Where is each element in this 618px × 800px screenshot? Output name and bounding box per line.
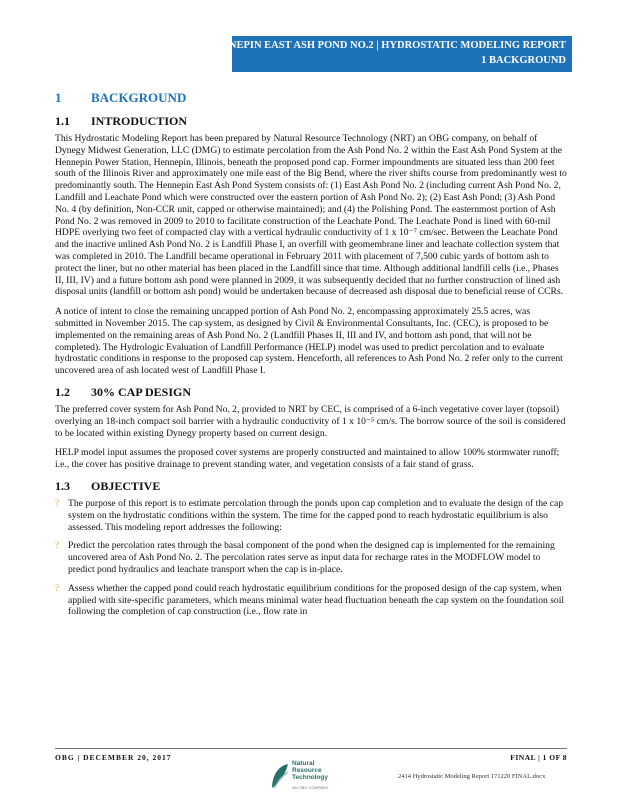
bullet-icon: ? [55,582,59,593]
footer-divider [55,748,567,749]
leaf-icon [270,762,290,790]
list-item-text: Assess whether the capped pond could reach hydrostatic equilibrium conditions for the proposed design of the cap system, when applied with site-specific parameters, which means minimal water head fluctuation beneath the cap system on the foundation soil following the completion of cap construction (i.e., flow rate in [68,582,565,618]
subsection-heading-cap-design [55,385,567,400]
list-item [55,583,567,618]
subsection-title: OBJECTIVE [91,478,161,493]
logo-line: Resource [292,767,322,774]
subsection-number: 1.3 [55,478,70,493]
subsection-number: 1.2 [55,384,70,399]
header-band [206,36,572,72]
list-item-text: The purpose of this report is to estimate percolation through the ponds upon cap completion and to evaluate the design of the cap system on the hydrostatic conditions within the system. The time for the capped pond to reach hydrostatic equilibrium is also assessed. This modeling report addresses the following: [68,497,564,533]
company-logo [270,760,350,792]
logo-subtitle: AN OBG COMPANY [292,785,329,790]
subsection-heading-objective [55,479,567,494]
subsection-number: 1.1 [55,114,70,128]
logo-line: Natural [292,760,315,767]
paragraph: A notice of intent to close the remaining uncapped portion of Ash Pond No. 2, encompassing approximately 25.5 acres, was submitted in November 2015. The cap system, as designed by Civil & Environmental Consultants, Inc. (CEC), is proposed to be implemented on the remaining areas of Ash Pond No. 2 (Landfill Phases II, III and IV, and bottom ash pond, that will not be completed). The Hydrologic Evaluation of Landfill Performance (HELP) model was used to predict percolation and to evaluate hydrostatic conditions in response to the proposed cap system. Henceforth, all references to Ash Pond No. 2 refer only to the current uncovered area of ash located west of Landfill Phase I. [55,306,563,377]
paragraph: The preferred cover system for Ash Pond No. 2, provided to NRT by CEC, is comprised of a 6-inch vegetative cover layer (topsoil) overlying an 18-inch compact soil barrier with a hydraulic conductivity of 1 x 10⁻⁵ cm/s. The borrow source of the soil is considered to be located within existing Dynegy property based on current design. [55,403,566,439]
subsection-title: 30% CAP DESIGN [91,384,192,399]
paragraph: This Hydrostatic Modeling Report has been prepared by Natural Resource Technology (NRT) an OBG company, on behalf of Dynegy Midwest Generation, LLC (DMG) to estimate percolation from the Ash Pond No. 2 within the East Ash Pond System at the Hennepin Power Station, Hennepin, Illinois, beneath the proposed pond cap. Former impoundments are situated less than 200 feet south of the Illinois River and approximately one mile east of the Big Bend, where the river shifts course from predominantly west to predominantly south. The Hennepin East Ash Pond System consists of: (1) East Ash Pond No. 2 (including current Ash Pond No. 2, Landfill and Leachate Pond which were constructed over the eastern portion of Ash Pond No. 2); (2) East Ash Pond; (3) Ash Pond No. 4 (by definition, Non-CCR unit, capped or otherwise maintained); and (4) the Polishing Pond. The easternmost portion of Ash Pond No. 2 was removed in 2009 to 2010 to facilitate construction of the Leachate Pond. The Leachate Pond is lined with 60-mil HDPE overlying two feet of compacted clay with a vertical hydraulic conductivity of 1 x 10⁻⁷ cm/sec. Between the Leachate Pond and the inactive unlined Ash Pond No. 2 is Landfill Phase I, an overfill with geomembrane liner and leachate collection system that was completed in 2010. The Landfill became operational in February 2011 with placement of 7,500 cubic yards of bottom ash to protect the liner, but no other material has been placed in the Landfill since that time. Although additional landfill cells (i.e., Phases II, III, IV) and a future bottom ash pond were planned in 2009, it was subsequently decided that no further construction of lined ash disposal units (landfill or bottom ash pond) would be undertaken because of decreased ash disposal due to beneficial reuse of CCRs. [55,133,567,298]
objective-list [55,498,567,618]
list-item-text: Predict the percolation rates through the basal component of the pond when the designed cap is implemented for the remaining uncovered area of Ash Pond No. 2. The percolation rates serve as input data for recharge rates in the MODFLOW model to predict pond hydraulics and leachate transport when the cap is in-place. [68,540,555,575]
logo-line: Technology [292,774,328,781]
subsection-heading-introduction [55,114,567,129]
header-section: 1 BACKGROUND [481,55,566,66]
header-title: HENNEPIN EAST ASH POND NO.2 | HYDROSTATIC MODELING REPORT [206,40,566,51]
footer-filename: 2414 Hydrostatic Modeling Report 171220 FINAL.docx [398,773,546,780]
list-item [55,540,567,575]
section-title: BACKGROUND [91,90,187,105]
logo-wordmark [292,760,328,781]
subsection-title: INTRODUCTION [91,114,188,128]
footer-date: OBG | DECEMBER 20, 2017 [55,753,172,762]
document-body [55,90,567,625]
section-number: 1 [55,90,62,105]
list-item [55,498,567,533]
bullet-icon: ? [55,497,59,508]
paragraph: HELP model input assumes the proposed cover systems are properly constructed and maintained to allow 100% stormwater runoff; i.e., the cover has positive drainage to prevent standing water, and vegetation consists of a fair stand of grass. [55,447,560,471]
section-heading [55,90,567,106]
footer-page-number: FINAL | 1 OF 8 [510,753,567,762]
bullet-icon: ? [55,540,59,551]
